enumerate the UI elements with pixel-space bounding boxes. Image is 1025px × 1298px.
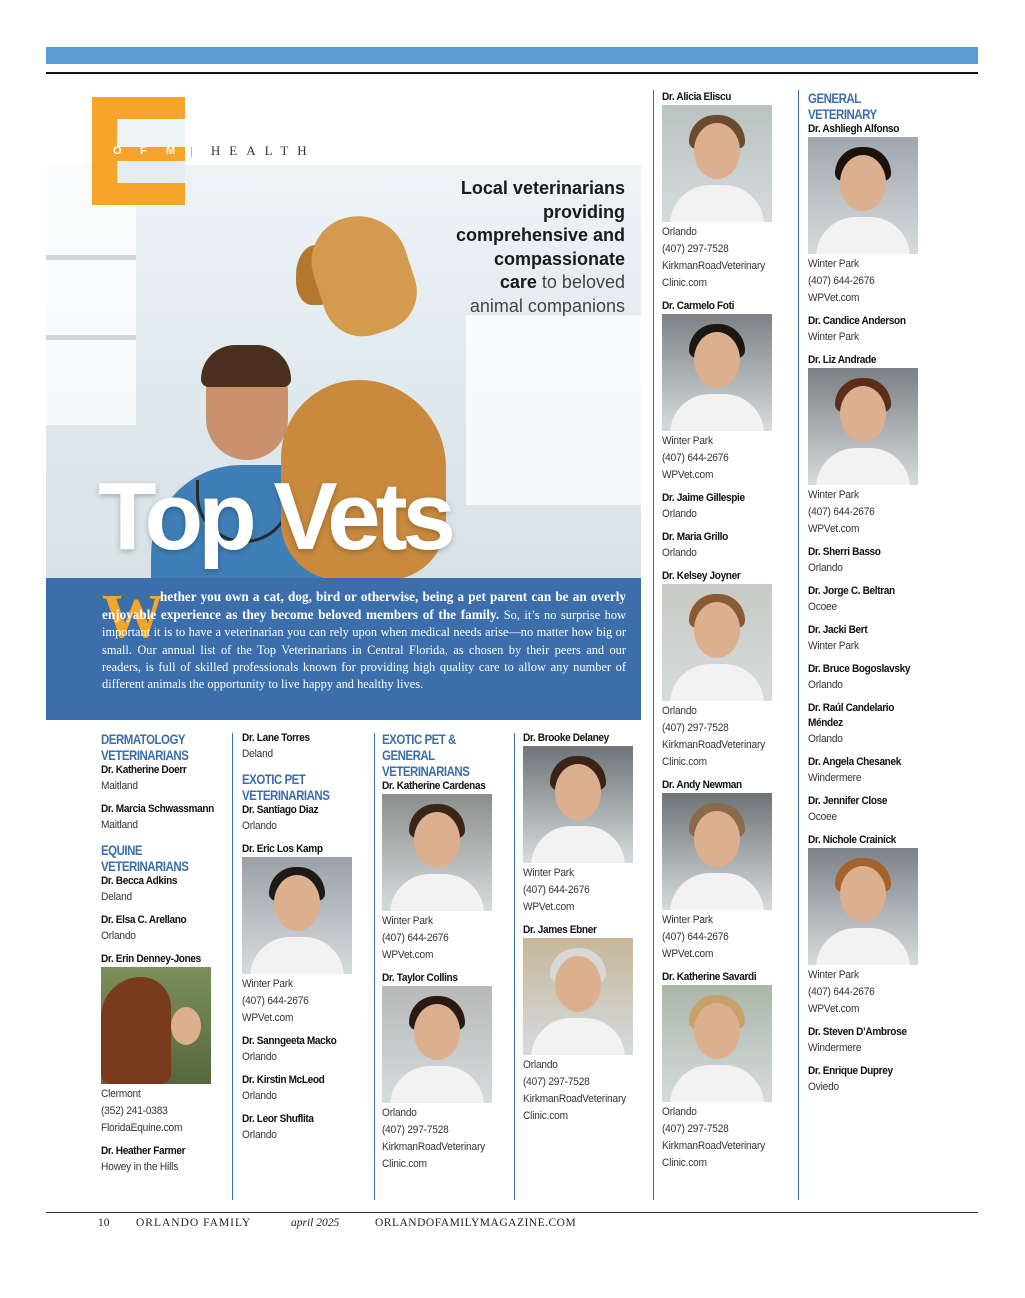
- vet-info: (407) 644-2676: [808, 506, 875, 518]
- horse-shape: [101, 977, 171, 1084]
- person-body: [670, 394, 764, 431]
- person-body: [531, 826, 625, 863]
- person-body: [390, 1066, 484, 1103]
- intro-box: [46, 578, 641, 720]
- vet-name: Dr. Nichole Crainick: [808, 834, 896, 846]
- vet-info: Orlando: [242, 1129, 277, 1141]
- vet-name: Dr. Kirstin McLeod: [242, 1074, 325, 1086]
- vet-info: Winter Park: [808, 331, 859, 343]
- vet-photo: [662, 105, 772, 222]
- vet-info: WPVet.com: [242, 1012, 294, 1024]
- vet-photo: [808, 848, 918, 965]
- vet-name: Dr. Alicia Eliscu: [662, 91, 732, 103]
- vet-info: (352) 241-0383: [101, 1105, 168, 1117]
- vet-photo: [523, 938, 633, 1055]
- person-head: [694, 811, 740, 867]
- column-divider: [653, 90, 654, 1200]
- vet-photo: [808, 368, 918, 485]
- vet-name: Dr. Maria Grillo: [662, 531, 728, 543]
- person-head: [694, 332, 740, 388]
- vet-info: Orlando: [662, 1106, 697, 1118]
- vet-info: KirkmanRoadVeterinary: [662, 260, 766, 272]
- vet-name: Dr. Candice Anderson: [808, 315, 906, 327]
- vet-info: Orlando: [808, 562, 843, 574]
- person-head: [555, 764, 601, 820]
- person-head: [414, 1004, 460, 1060]
- vet-name: Dr. Carmelo Foti: [662, 300, 735, 312]
- vet-name: Dr. Katherine Doerr: [101, 764, 187, 776]
- vet-info: WPVet.com: [808, 523, 860, 535]
- vet-info: Orlando: [662, 226, 697, 238]
- vet-info: Ocoee: [808, 811, 837, 823]
- vet-info: Clinic.com: [662, 277, 707, 289]
- vet-photo: [662, 985, 772, 1102]
- vet-info: Orlando: [808, 679, 843, 691]
- vet-photo: [382, 986, 492, 1103]
- category-heading: EXOTIC PET & GENERAL VETERINARIANS: [382, 731, 470, 779]
- vet-info: Winter Park: [242, 978, 293, 990]
- drop-cap: W: [102, 583, 164, 651]
- person-body: [531, 1018, 625, 1055]
- person-body: [816, 448, 910, 485]
- section-name: HEALTH: [210, 143, 316, 158]
- vet-info: WPVet.com: [523, 901, 575, 913]
- vet-info: (407) 644-2676: [523, 884, 590, 896]
- top-rule: [46, 72, 978, 74]
- vet-info: KirkmanRoadVeterinary: [662, 1140, 766, 1152]
- person-head: [555, 956, 601, 1012]
- vet-info: Winter Park: [808, 640, 859, 652]
- vet-photo: [242, 857, 352, 974]
- vet-info: (407) 297-7528: [523, 1076, 590, 1088]
- vet-info: Orlando: [242, 1051, 277, 1063]
- vet-info: WPVet.com: [662, 469, 714, 481]
- vet-info: Maitland: [101, 819, 138, 831]
- vet-info: Orlando: [101, 930, 136, 942]
- headline-line: comprehensive and: [455, 225, 625, 245]
- vet-info: Deland: [101, 891, 132, 903]
- vet-name: Dr. Jaime Gillespie: [662, 492, 745, 504]
- logo-letter: M: [166, 145, 176, 157]
- listing-column-4: [523, 731, 648, 1125]
- vet-info: FloridaEquine.com: [101, 1122, 183, 1134]
- vet-info: Howey in the Hills: [101, 1161, 179, 1173]
- page-number: 10: [98, 1217, 110, 1229]
- vet-info: (407) 644-2676: [808, 275, 875, 287]
- vet-name: Dr. Raúl Candelario: [808, 702, 895, 714]
- person-head: [694, 602, 740, 658]
- vet-info: Winter Park: [662, 914, 713, 926]
- vet-photo: [523, 746, 633, 863]
- vet-name: Dr. Lane Torres: [242, 732, 310, 744]
- person-head: [840, 866, 886, 922]
- vet-photo: [808, 137, 918, 254]
- vet-info: Windermere: [808, 772, 862, 784]
- person-head: [840, 155, 886, 211]
- vet-info: Winter Park: [808, 258, 859, 270]
- vet-name: Dr. Sherri Basso: [808, 546, 881, 558]
- vet-info: Winter Park: [662, 435, 713, 447]
- vet-info: KirkmanRoadVeterinary: [382, 1141, 486, 1153]
- person-head: [414, 812, 460, 868]
- vet-name: Méndez: [808, 717, 843, 729]
- person-head: [840, 386, 886, 442]
- vet-photo: [662, 584, 772, 701]
- vet-photo: [662, 314, 772, 431]
- vet-info: Winter Park: [523, 867, 574, 879]
- vet-info: Clermont: [101, 1088, 141, 1100]
- headline-line-light: animal companions: [469, 295, 625, 316]
- vet-info: Windermere: [808, 1042, 862, 1054]
- headline-line-light: to beloved: [541, 272, 625, 292]
- listing-column-1: [101, 731, 231, 1176]
- vet-info: WPVet.com: [662, 948, 714, 960]
- vet-info: (407) 297-7528: [662, 243, 729, 255]
- person-body: [670, 873, 764, 910]
- vet-name: Dr. Sanngeeta Macko: [242, 1035, 337, 1047]
- vet-name: Dr. Taylor Collins: [382, 972, 458, 984]
- shelf: [46, 335, 136, 340]
- logo-notch: [117, 119, 185, 147]
- bottom-rule: [46, 1212, 978, 1213]
- vet-name: Dr. Erin Denney-Jones: [101, 953, 201, 965]
- vet-name: Dr. Steven D’Ambrose: [808, 1026, 907, 1038]
- vet-info: Winter Park: [808, 489, 859, 501]
- vet-info: Orlando: [662, 547, 697, 559]
- person-body: [816, 928, 910, 965]
- section-separator: |: [190, 143, 199, 158]
- vet-info: WPVet.com: [382, 949, 434, 961]
- headline-line: compassionate: [493, 248, 625, 269]
- vet-info: (407) 644-2676: [242, 995, 309, 1007]
- person-head: [171, 1007, 201, 1045]
- vet-name: Dr. Heather Farmer: [101, 1145, 186, 1157]
- person-body: [670, 664, 764, 701]
- logo-letter: O: [113, 145, 122, 157]
- headline-line: providing: [543, 201, 625, 222]
- column-divider: [232, 733, 233, 1200]
- vet-info: Clinic.com: [382, 1158, 427, 1170]
- vet-name: Dr. Marcia Schwassmann: [101, 803, 214, 815]
- vet-info: Orlando: [382, 1107, 417, 1119]
- vet-info: (407) 297-7528: [662, 722, 729, 734]
- vet-name: Dr. Jacki Bert: [808, 624, 868, 636]
- vet-name: Dr. Jennifer Close: [808, 795, 888, 807]
- vet-info: KirkmanRoadVeterinary: [523, 1093, 627, 1105]
- vet-name: Dr. James Ebner: [523, 924, 597, 936]
- person-body: [390, 874, 484, 911]
- vet-info: Deland: [242, 748, 273, 760]
- listing-column-5: [662, 90, 792, 1172]
- vet-name: Dr. Eric Los Kamp: [242, 843, 323, 855]
- person-body: [816, 217, 910, 254]
- top-color-bar: [46, 47, 978, 64]
- category-heading: GENERAL VETERINARY: [808, 90, 877, 122]
- vet-info: Winter Park: [808, 969, 859, 981]
- vet-info: Orlando: [662, 508, 697, 520]
- section-label: [190, 143, 316, 159]
- vet-photo: [382, 794, 492, 911]
- vet-name: Dr. Bruce Bogoslavsky: [808, 663, 911, 675]
- logo-letter: F: [140, 145, 147, 157]
- person-head: [694, 1003, 740, 1059]
- vet-name: Dr. Kelsey Joyner: [662, 570, 741, 582]
- vet-photo: [101, 967, 211, 1084]
- vet-name: Dr. Enrique Duprey: [808, 1065, 893, 1077]
- vet-info: WPVet.com: [808, 1003, 860, 1015]
- vet-name: Dr. Elsa C. Arellano: [101, 914, 187, 926]
- website: ORLANDOFAMILYMAGAZINE.COM: [375, 1217, 577, 1229]
- vet-info: Ocoee: [808, 601, 837, 613]
- column-divider: [798, 90, 799, 1200]
- vet-photo: [662, 793, 772, 910]
- vet-info: Clinic.com: [523, 1110, 568, 1122]
- vet-figure-hair: [201, 345, 291, 387]
- vet-info: Orlando: [523, 1059, 558, 1071]
- person-head: [694, 123, 740, 179]
- column-divider: [374, 733, 375, 1200]
- person-body: [250, 937, 344, 974]
- intro-body: So, it’s no surprise how important it is to have a veterinarian you can rely upon when medical needs arise—no matter how big or small. Our annual list of the Top Veterinarians in Central Florida, as chosen by their peers and our readers, is full of skilled professionals known for providing high quality care to allow any number of different animals the opportunity to live happy and healthy lives.: [102, 608, 626, 692]
- vet-info: KirkmanRoadVeterinary: [662, 739, 766, 751]
- logo-notch: [117, 161, 185, 183]
- vet-info: (407) 644-2676: [662, 931, 729, 943]
- person-body: [670, 185, 764, 222]
- vet-name: Dr. Andy Newman: [662, 779, 742, 791]
- vet-info: (407) 297-7528: [662, 1123, 729, 1135]
- vet-name: Dr. Liz Andrade: [808, 354, 877, 366]
- category-heading: EXOTIC PET VETERINARIANS: [242, 771, 330, 803]
- hero-headline: [370, 177, 625, 318]
- vet-info: (407) 644-2676: [808, 986, 875, 998]
- column-divider: [514, 733, 515, 1200]
- vet-info: (407) 644-2676: [382, 932, 449, 944]
- vet-info: (407) 644-2676: [662, 452, 729, 464]
- vet-name: Dr. Katherine Cardenas: [382, 780, 486, 792]
- listing-column-2: [242, 731, 367, 1144]
- vet-info: WPVet.com: [808, 292, 860, 304]
- vet-info: Clinic.com: [662, 1157, 707, 1169]
- vet-info: Clinic.com: [662, 756, 707, 768]
- shelf: [46, 255, 136, 260]
- vet-info: Oviedo: [808, 1081, 839, 1093]
- issue-date: april 2025: [291, 1217, 340, 1229]
- category-heading: DERMATOLOGY VETERINARIANS: [101, 731, 189, 763]
- vet-info: (407) 297-7528: [382, 1124, 449, 1136]
- headline-line: care: [499, 272, 537, 292]
- vet-name: Dr. Katherine Savardi: [662, 971, 757, 983]
- person-body: [670, 1065, 764, 1102]
- category-heading: EQUINE VETERINARIANS: [101, 842, 189, 874]
- intro-lead: hether you own a cat, dog, bird or otherwise, being a pet parent can be an overly enjoyable experience as they become beloved members of the family.: [102, 589, 626, 623]
- listing-column-3: [382, 731, 507, 1173]
- vet-info: Orlando: [808, 733, 843, 745]
- vet-info: Winter Park: [382, 915, 433, 927]
- hero-title: Top Vets: [98, 463, 451, 570]
- person-head: [274, 875, 320, 931]
- intro-paragraph: [102, 583, 626, 693]
- listing-column-6: [808, 90, 948, 1096]
- vet-name: Dr. Santiago Diaz: [242, 804, 319, 816]
- vet-info: Orlando: [242, 820, 277, 832]
- vet-name: Dr. Ashliegh Alfonso: [808, 123, 900, 135]
- vet-name: Dr. Becca Adkins: [101, 875, 178, 887]
- vet-info: Orlando: [242, 1090, 277, 1102]
- headline-line: Local veterinarians: [460, 178, 625, 198]
- vet-name: Dr. Jorge C. Beltran: [808, 585, 895, 597]
- vet-name: Dr. Angela Chesanek: [808, 756, 901, 768]
- window-right: [466, 315, 641, 505]
- magazine-name: ORLANDO FAMILY: [136, 1217, 252, 1229]
- vet-info: Orlando: [662, 705, 697, 717]
- vet-name: Dr. Brooke Delaney: [523, 732, 609, 744]
- vet-info: Maitland: [101, 780, 138, 792]
- vet-name: Dr. Leor Shuflita: [242, 1113, 314, 1125]
